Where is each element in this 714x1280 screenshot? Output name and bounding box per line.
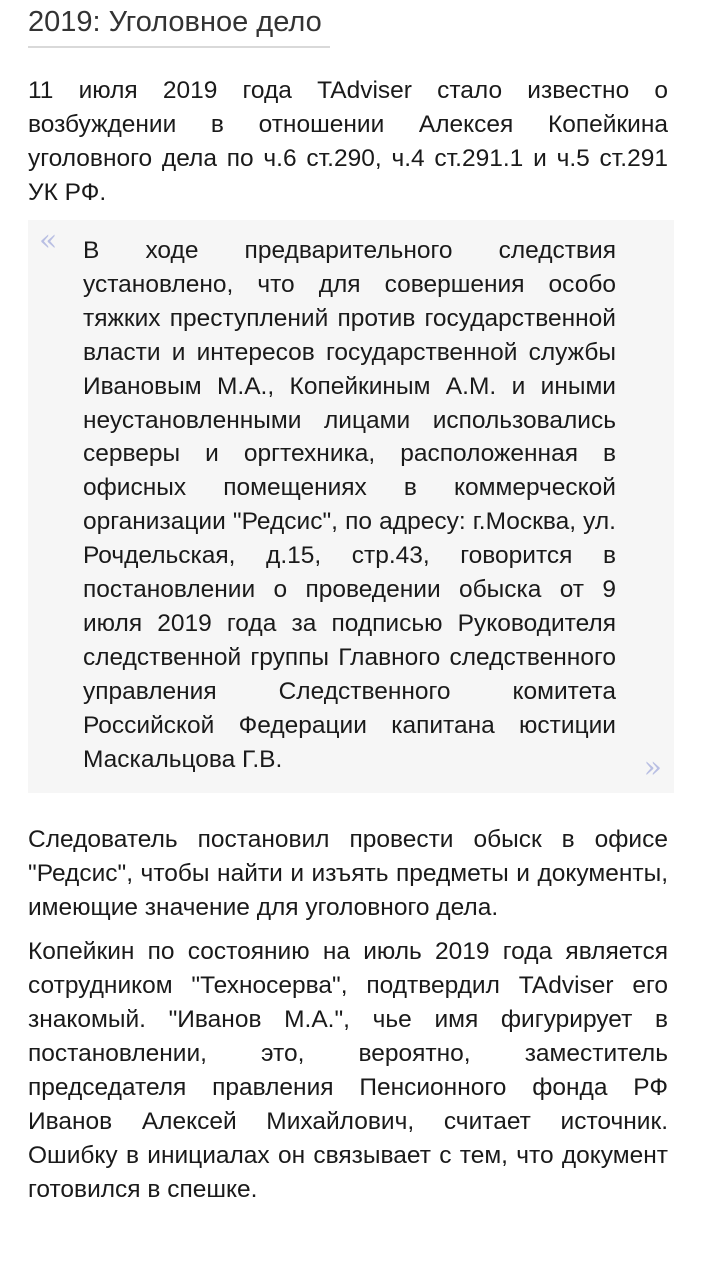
employment-paragraph: Копейкин по состоянию на июль 2019 года является сотрудником "Техносерва", подтвердил TAdviser его знакомый. "Иванов М.А.", чье имя фигурирует в постановлении, это, вероятно, заместитель председателя правления Пенсионного фонда РФ Иванов Алексей Михайлович, считает источник. Ошибку в инициалах он связывает с тем, что документ готовился в спешке.	[28, 937, 668, 1203]
search-paragraph: Следователь постановил провести обыск в офисе "Редсис", чтобы найти и изъять предметы и документы, имеющие значение для уголовного дела.	[28, 825, 668, 921]
quote-open-icon: «	[39, 223, 58, 258]
quote-close-icon: »	[643, 749, 662, 785]
quote-text: В ходе предварительного следствия установлено, что для совершения особо тяжких преступлений против государственной власти и интересов государственной службы Ивановым М.А., Копейкиным А.М. и иными неустановленными лицами использовались серверы и оргтехника, расположенная в офисных помещениях в коммерческой организации "Редсис", по адресу: г.Москва, ул. Рочдельская, д.15, стр.43, говорится в постановлении о проведении обыска от 9 июля 2019 года за подписью Руководителя следственной группы Главного следственного управления Следственного комитета Российской Федерации капитана юстиции Маскальцова Г.В.	[83, 237, 616, 773]
intro-paragraph: 11 июля 2019 года TAdviser стало известно о возбуждении в отношении Алексея Копейкина уголовного дела по ч.6 ст.290, ч.4 ст.291.1 и ч.5 ст.291 УК РФ.	[28, 77, 668, 206]
blockquote	[28, 220, 674, 793]
section-title: 2019: Уголовное дело	[28, 4, 330, 48]
